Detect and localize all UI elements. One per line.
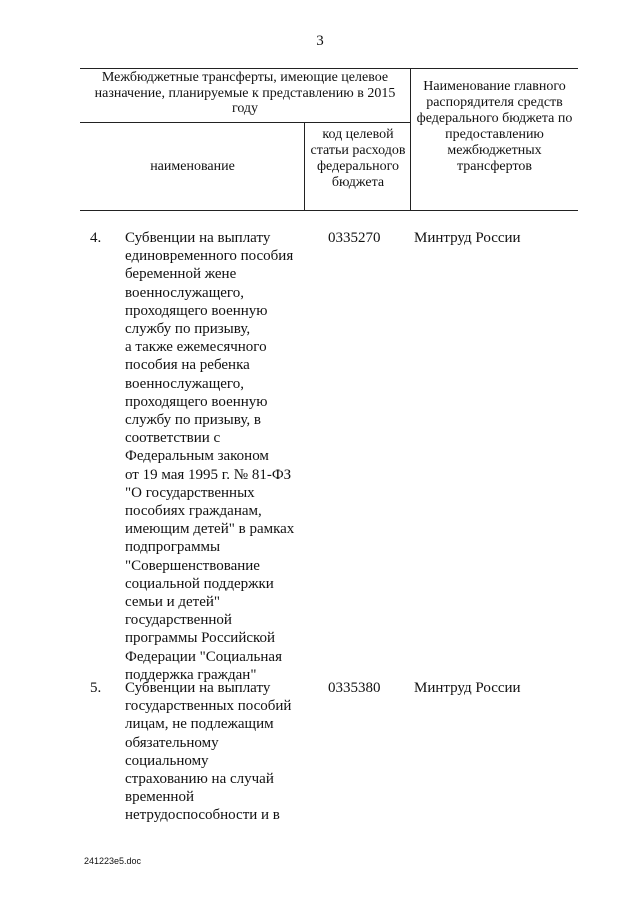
row-code: 0335380 [328,680,381,696]
row-number: 5. [90,680,102,696]
row-number: 4. [90,230,102,246]
header-code-column: код целевой статьи расходов федерального бюджета [310,127,406,190]
row-code: 0335270 [328,230,381,246]
table-header-divider [80,122,411,123]
row-description: Субвенции на выплату единовременного пособия беременной жене военнослужащего, проходящего военную службу по призыву, а также ежемесячного пособия на ребенка военнослужащего, проходящего военную службу по призыву, в соответствии с Федеральным законом от 19 мая 1995 г. № 81-ФЗ "О государственных пособиях гражданам, имеющим детей" в рамках подпрограммы "Совершенствование социальной поддержки семьи и детей" государственной программы Российской Федерации "Социальная поддержка граждан" [125,230,295,683]
footer-document-code: 241223e5.doc [84,856,142,866]
header-agency-column: Наименование главного распорядителя средств федерального бюджета по предоставлению межбюджетных трансфертов [416,79,573,174]
row-agency: Минтруд России [414,680,521,696]
header-name-column: наименование [150,159,235,174]
header-group-title: Межбюджетные трансферты, имеющие целевое назначение, планируемые к представлению в 2015 году [94,70,396,116]
row-description: Субвенции на выплату государственных пособий лицам, не подлежащим обязательному социальному страхованию на случай временной нетрудоспособности и в [125,680,292,824]
table-header-bottom-rule [80,210,578,211]
table-top-rule [80,68,578,69]
page-number: 3 [316,33,324,49]
row-agency: Минтруд России [414,230,521,246]
